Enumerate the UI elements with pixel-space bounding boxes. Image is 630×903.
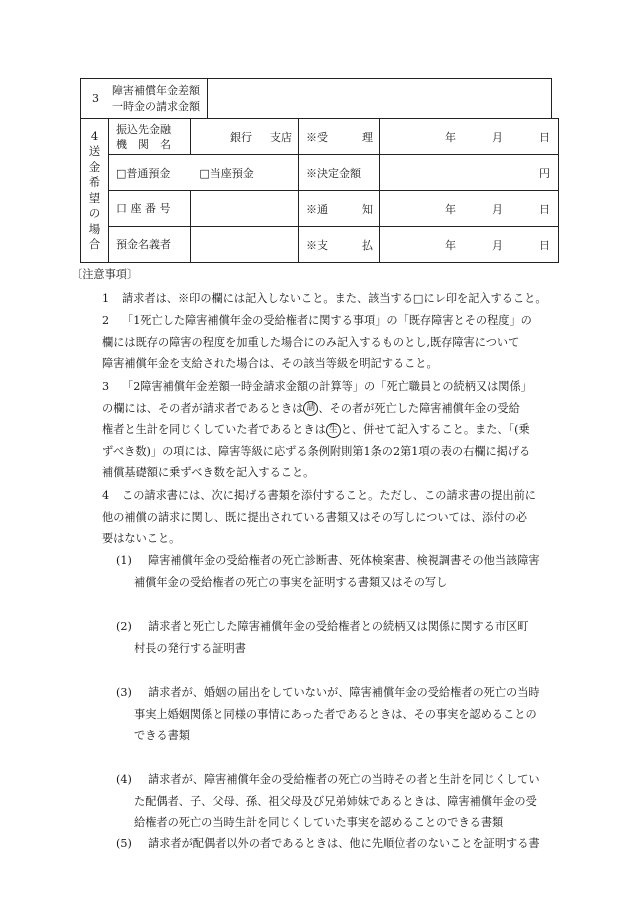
row3-header (80, 78, 552, 119)
attachment-item (80, 769, 555, 834)
payment-year: 年 (445, 238, 456, 252)
side-char: の (88, 206, 101, 220)
bank-label-line2: 機 関 名 (116, 137, 171, 151)
note-2-line2: 欄には既存の障害の程度を加重した場合にのみ記入するものとし,既存障害について (102, 335, 520, 349)
row3-title (112, 83, 200, 115)
account-number-label: 口 座 番 号 (109, 191, 191, 227)
note-1-number: 1 (102, 292, 110, 305)
row3-separator (207, 79, 208, 118)
side-chars (81, 129, 108, 253)
attachment-item-line: 請求者が、障害補償年金の受給権者の死亡の当時その者と生計を同じくしてい (148, 773, 540, 786)
attachment-item (80, 550, 555, 593)
notes-title: 〔注意事項〕 (71, 268, 139, 281)
note-1 (80, 288, 555, 310)
attachment-item-line: 請求者が配偶者以外の者であるときは、他に先順位者のないことを証明する書 (148, 837, 540, 850)
decided-amount-field[interactable] (380, 155, 559, 191)
seikyu-mark: 請 (303, 401, 318, 416)
notice-label (299, 191, 380, 227)
note-4-number: 4 (102, 489, 110, 502)
account-holder-field[interactable] (191, 227, 299, 263)
row3-number: 3 (92, 92, 99, 105)
attachment-item-number: (2) (116, 620, 132, 633)
attachment-item (80, 682, 555, 747)
side-char: 4 (90, 128, 99, 143)
attachment-item (80, 616, 555, 659)
payment-label (299, 227, 380, 263)
note-2-line1: 「1死亡した障害補償年金の受給権者に関する事項」の「既存障害とその程度」の (122, 314, 532, 327)
account-holder-label: 預金名義者 (109, 227, 191, 263)
remittance-side-label (81, 119, 109, 263)
bank-suffix: 銀行 (230, 130, 252, 144)
attachment-item-line: 村長の発行する証明書 (134, 641, 246, 655)
received-label (299, 119, 380, 155)
bank-label-line1: 振込先金融 (116, 122, 171, 136)
note-3-line2: の欄には、その者が請求者であるときは 請 、その者が死亡した障害補償年金の受給 (102, 401, 520, 415)
attachment-item-number: (4) (116, 773, 132, 786)
side-char: 合 (88, 237, 101, 251)
attachment-item (80, 833, 555, 855)
notice-month: 月 (492, 202, 503, 216)
attachment-item-line: できる書類 (134, 729, 190, 742)
note-1-line1: 請求者は、※印の欄には記入しないこと。また、該当する□にレ印を記入すること。 (122, 292, 547, 305)
note-3 (80, 376, 555, 484)
note-4-line2: 他の補償の請求に関し、既に提出されている書類又はその写しについては、添付の必 (102, 510, 527, 524)
attachment-item-line: 事実上婚姻関係と同様の事情にあった者であるときは、その事実を認めることの (134, 707, 537, 721)
note-2 (80, 310, 555, 375)
yen-unit: 円 (539, 166, 550, 180)
received-label-a: ※受 (306, 130, 328, 144)
bank-name-field[interactable] (191, 119, 299, 155)
note-2-number: 2 (102, 314, 110, 327)
deposit-type-cell (109, 155, 299, 191)
received-label-b: 理 (362, 130, 373, 144)
received-year: 年 (445, 130, 456, 144)
attachment-item-number: (3) (116, 686, 132, 699)
note-4 (80, 485, 555, 550)
deposit-ordinary-checkbox[interactable]: □普通預金 (116, 166, 171, 180)
note-3-line4: ずべき数)」の項には、障害等級に応ずる条例附則第1条の2第1項の表の右欄に掲げる (102, 444, 531, 458)
attachment-item-line: 請求者が、婚姻の届出をしていないが、障害補償年金の受給権者の死亡の当時 (148, 686, 540, 699)
account-number-field[interactable] (191, 191, 299, 227)
note-3-number: 3 (102, 380, 110, 393)
received-day: 日 (539, 130, 550, 144)
bank-label (109, 119, 191, 155)
side-char: 金 (88, 159, 101, 174)
attachment-item-line: た配偶者、子、父母、孫、祖父母及び兄弟姉妹であるときは、障害補償年金の受 (134, 794, 537, 808)
notice-day: 日 (539, 202, 550, 216)
remittance-table (80, 118, 559, 263)
attachment-item-line: 給権者の死亡の当時生計を同じくしていた事実を認めることのできる書類 (134, 816, 504, 829)
side-char: 望 (88, 190, 101, 205)
payment-day: 日 (539, 238, 550, 252)
payment-date-field[interactable] (380, 227, 559, 263)
payment-month: 月 (492, 238, 503, 252)
note-3-line5: 補償基礎額に乗ずべき数を記入すること。 (102, 466, 315, 479)
note-3-line3: 権者と生計を同じくしていた者であるときは 生 と、併せて記入すること。また、「(乗 (102, 423, 530, 436)
deposit-current-checkbox[interactable]: □当座預金 (199, 166, 254, 180)
side-char: 場 (88, 221, 101, 236)
received-date-field[interactable] (380, 119, 559, 155)
note-2-line3: 障害補償年金を支給された場合は、その該当等級を明記すること。 (102, 357, 438, 370)
notice-date-field[interactable] (380, 191, 559, 227)
side-char: 希 (88, 175, 101, 189)
payment-label-b: 払 (362, 238, 373, 252)
attachment-item-line: 請求者と死亡した障害補償年金の受給権者との続柄又は関係に関する市区町 (148, 620, 529, 633)
attachment-item-line: 補償年金の受給権者の死亡の事実を証明する書類又はその写し (134, 575, 448, 589)
received-month: 月 (492, 130, 503, 144)
notice-label-b: 知 (362, 202, 373, 216)
notice-label-a: ※通 (306, 202, 328, 216)
note-4-line1: この請求書には、次に掲げる書類を添付すること。ただし、この請求書の提出前に (122, 489, 536, 502)
seikei-mark: 生 (326, 423, 341, 438)
row3-title-line2: 一時金の請求金額 (112, 100, 200, 113)
note-3-line1: 「2障害補償年金差額一時金請求金額の計算等」の「死亡職員との続柄又は関係」 (122, 380, 532, 393)
branch-suffix: 支店 (270, 130, 292, 144)
decided-amount-label: ※決定金額 (299, 155, 380, 191)
side-char: 送 (88, 144, 101, 158)
row3-title-line1: 障害補償年金差額 (112, 84, 200, 97)
payment-label-a: ※支 (306, 238, 328, 252)
note-4-line3: 要はないこと。 (102, 532, 181, 545)
attachment-item-number: (1) (116, 554, 132, 567)
attachment-item-number: (5) (116, 837, 132, 850)
notice-year: 年 (445, 202, 456, 216)
attachment-item-line: 障害補償年金の受給権者の死亡診断書、死体検案書、検視調書その他当該障害 (148, 554, 540, 567)
